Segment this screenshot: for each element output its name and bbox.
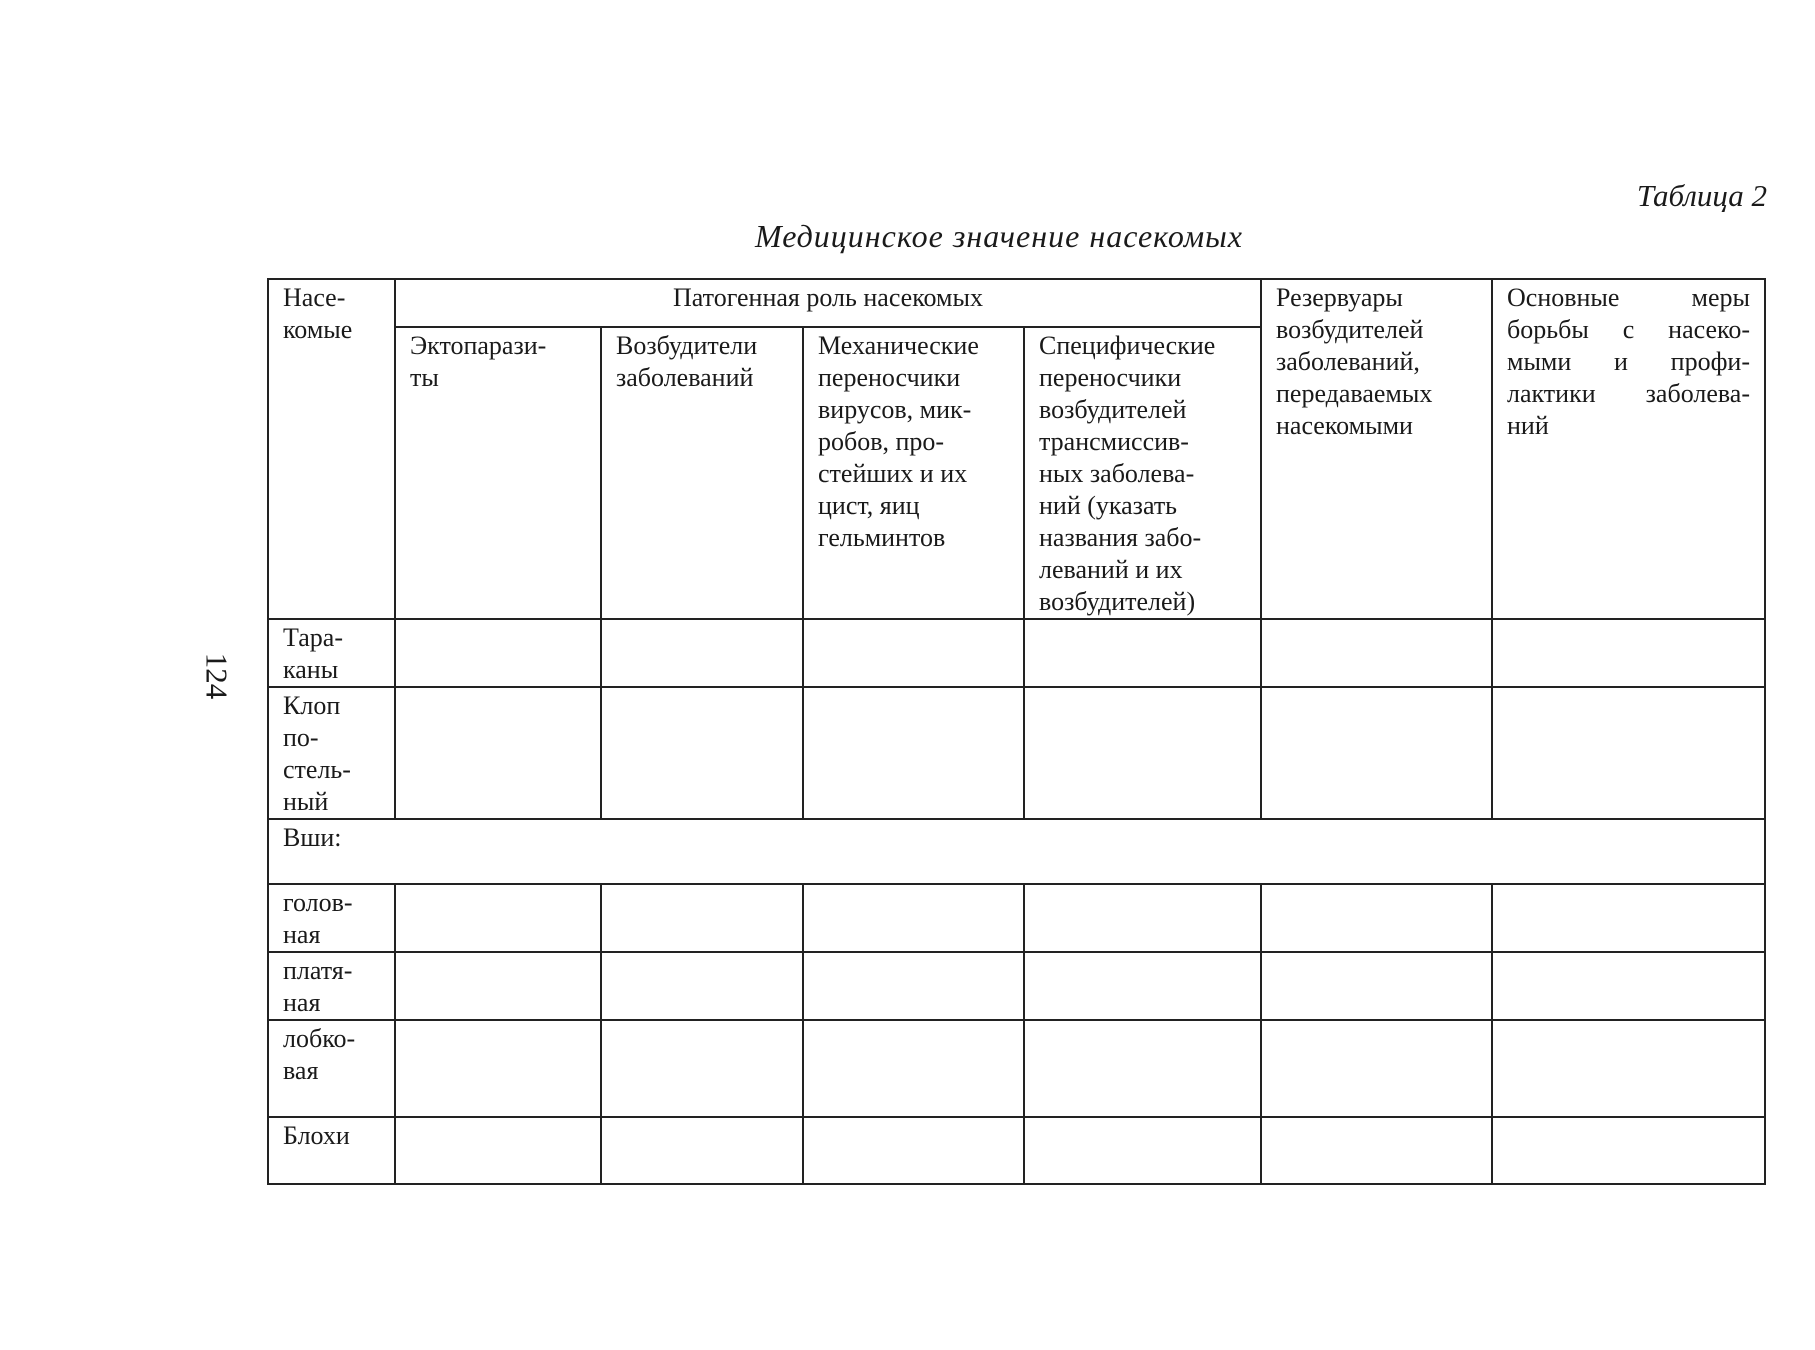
header-ectoparasites: Эктопарази- ты: [395, 327, 601, 619]
table-caption: Таблица 2: [1636, 178, 1767, 213]
cell-ectoparasites: [395, 1020, 601, 1117]
cell-specific-vectors: [1024, 1117, 1261, 1184]
cell-control-measures: [1492, 884, 1765, 952]
cell-disease-agents: [601, 1020, 803, 1117]
header-disease-agents: Возбудители заболеваний: [601, 327, 803, 619]
cell-ectoparasites: [395, 619, 601, 687]
cell-specific-vectors: [1024, 687, 1261, 819]
cell-disease-agents: [601, 1117, 803, 1184]
cell-ectoparasites: [395, 1117, 601, 1184]
cell-mechanical-vectors: [803, 1117, 1024, 1184]
header-specific-vectors: Специфические переносчики возбудителей трансмиссив- ных заболева- ний (указать названия забо- леваний и их возбудителей): [1024, 327, 1261, 619]
cell-reservoirs: [1261, 619, 1492, 687]
cell-control-measures: [1492, 1020, 1765, 1117]
table-row: [268, 884, 1765, 952]
table-title: Медицинское значение насекомых: [755, 218, 1243, 254]
row-label: платя- ная: [268, 952, 395, 1020]
cell-mechanical-vectors: [803, 884, 1024, 952]
cell-mechanical-vectors: [803, 952, 1024, 1020]
cell-specific-vectors: [1024, 1020, 1261, 1117]
cell-disease-agents: [601, 687, 803, 819]
header-mechanical-vectors: Механические переносчики вирусов, мик- робов, про- стейших и их цист, яиц гельминтов: [803, 327, 1024, 619]
row-label: Тара- каны: [268, 619, 395, 687]
cell-specific-vectors: [1024, 952, 1261, 1020]
header-reservoirs: Резервуары возбудителей заболеваний, передаваемых насекомыми: [1261, 279, 1492, 619]
cell-reservoirs: [1261, 884, 1492, 952]
table-row: [268, 1117, 1765, 1184]
cell-disease-agents: [601, 619, 803, 687]
cell-disease-agents: [601, 952, 803, 1020]
cell-control-measures: [1492, 952, 1765, 1020]
insects-table: [267, 278, 1766, 1185]
table-row: [268, 619, 1765, 687]
page-number: 124: [199, 652, 235, 700]
table-row: [268, 687, 1765, 819]
cell-reservoirs: [1261, 1020, 1492, 1117]
cell-control-measures: [1492, 687, 1765, 819]
cell-ectoparasites: [395, 884, 601, 952]
table-row: [268, 1020, 1765, 1117]
cell-ectoparasites: [395, 687, 601, 819]
header-row-1: [268, 279, 1765, 327]
cell-mechanical-vectors: [803, 687, 1024, 819]
cell-ectoparasites: [395, 952, 601, 1020]
header-insects: Насе- комые: [268, 279, 395, 619]
cell-mechanical-vectors: [803, 1020, 1024, 1117]
cell-control-measures: [1492, 619, 1765, 687]
header-control-measures: Основные меры борьбы с насеко- мыми и профи- лактики заболева- ний: [1492, 279, 1765, 619]
row-label: Клоп по- стель- ный: [268, 687, 395, 819]
header-pathogenic-role: Патогенная роль насекомых: [395, 279, 1261, 327]
cell-mechanical-vectors: [803, 619, 1024, 687]
cell-control-measures: [1492, 1117, 1765, 1184]
table-row: [268, 819, 1765, 884]
cell-disease-agents: [601, 884, 803, 952]
row-label: Блохи: [268, 1117, 395, 1184]
row-label: голов- ная: [268, 884, 395, 952]
cell-specific-vectors: [1024, 619, 1261, 687]
table-row: [268, 952, 1765, 1020]
row-label-lice: Вши:: [268, 819, 1765, 884]
cell-reservoirs: [1261, 1117, 1492, 1184]
cell-reservoirs: [1261, 687, 1492, 819]
cell-reservoirs: [1261, 952, 1492, 1020]
cell-specific-vectors: [1024, 884, 1261, 952]
row-label: лобко- вая: [268, 1020, 395, 1117]
